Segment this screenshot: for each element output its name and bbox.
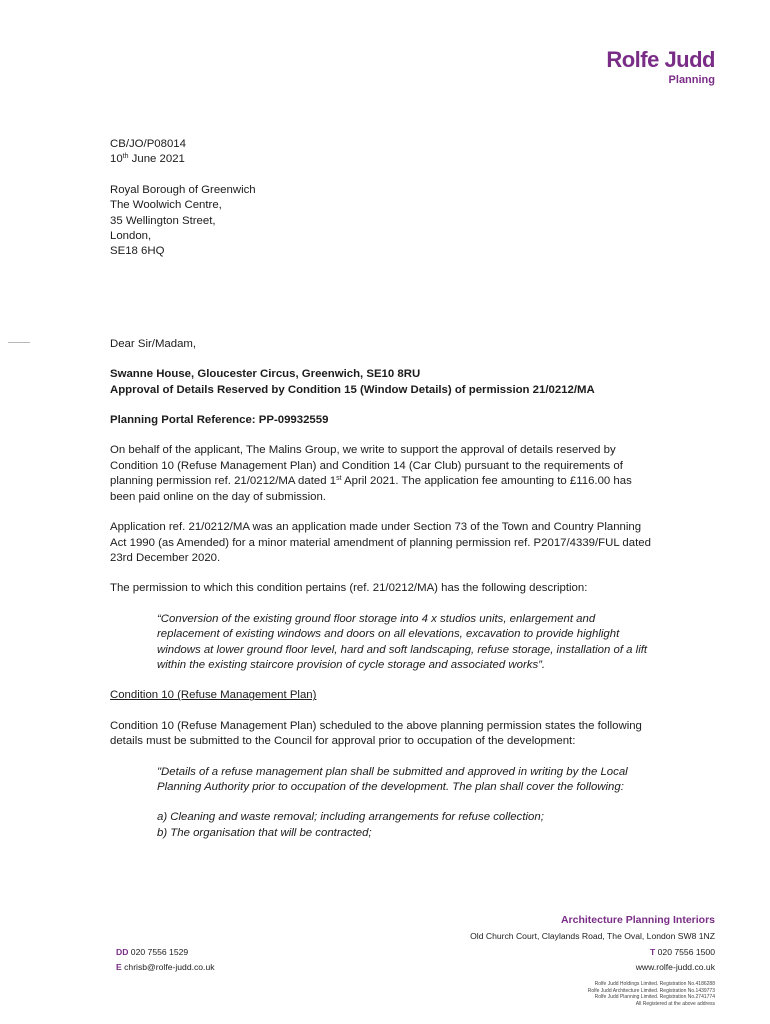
condition-item-b: b) The organisation that will be contracted;	[157, 826, 372, 839]
condition-10-heading: Condition 10 (Refuse Management Plan)	[110, 689, 317, 702]
email-contact: E chrisb@rolfe-judd.co.uk	[116, 962, 215, 972]
legal-notice	[588, 981, 715, 1007]
description-quote: “Conversion of the existing ground floor storage into 4 x studios units, enlargement and replacement of existing windows and doors on all elevations, excavation to provide highlight windows at lower ground floor level, hard and soft landscaping, refuse storage, installation of a lift within the existing staircore provision of cycle storage and associated works”.	[157, 612, 648, 671]
recipient-address	[110, 183, 658, 260]
legal-line: Rolfe Judd Architecture Limited. Registration No.1439773	[587, 987, 715, 994]
address-line: 35 Wellington Street,	[110, 214, 216, 227]
legal-line: All Registered at the above address	[635, 1000, 715, 1007]
legal-line: Rolfe Judd Planning Limited. Registration No.2741774	[594, 994, 715, 1000]
company-logo	[606, 48, 715, 87]
paragraph-4: Condition 10 (Refuse Management Plan) scheduled to the above planning permission states the following details must be submitted to the Council for approval prior to occupation of the development:	[110, 719, 642, 748]
paragraph-3: The permission to which this condition pertains (ref. 21/0212/MA) has the following description:	[110, 582, 588, 595]
address-line: London,	[110, 230, 152, 243]
portal-reference: Planning Portal Reference: PP-09932559	[110, 414, 329, 427]
letter-date: 10th June 2021	[110, 153, 185, 166]
address-line: Royal Borough of Greenwich	[110, 183, 256, 196]
letter-body	[110, 137, 658, 841]
footer-address: Old Church Court, Claylands Road, The Oval, London SW8 1NZ	[470, 931, 715, 941]
logo-name: Rolfe Judd	[606, 47, 715, 72]
telephone: T 020 7556 1500	[650, 947, 715, 957]
website: www.rolfe-judd.co.uk	[635, 962, 715, 972]
paragraph-1: On behalf of the applicant, The Malins Group, we write to support the approval of details reserved by Condition 10 (Refuse Management Plan) and Condition 14 (Car Club) pursuant to the requirements of planning permission ref. 21/0212/MA dated 1st April 2021. The application fee amounting to £116.00 has been paid online on the day of submission.	[110, 444, 632, 503]
condition-quote: "Details of a refuse management plan shall be submitted and approved in writing by the Local Planning Authority prior to occupation of the development. The plan shall cover the following:	[157, 765, 628, 793]
paragraph-2: Application ref. 21/0212/MA was an application made under Section 73 of the Town and Country Planning Act 1990 (as Amended) for a minor material amendment of planning permission ref. P2017/4339/FUL dated 23rd December 2020.	[110, 521, 651, 564]
direct-dial: DD 020 7556 1529	[116, 947, 189, 957]
address-line: The Woolwich Centre,	[110, 199, 222, 212]
subject-line-1: Swanne House, Gloucester Circus, Greenwich, SE10 8RU	[110, 368, 421, 381]
salutation: Dear Sir/Madam,	[110, 337, 197, 350]
condition-item-a: a) Cleaning and waste removal; including arrangements for refuse collection;	[157, 811, 544, 824]
subject-line-2: Approval of Details Reserved by Condition 15 (Window Details) of permission 21/0212/MA	[110, 383, 595, 396]
address-line: SE18 6HQ	[110, 245, 165, 258]
legal-line: Rolfe Judd Holdings Limited. Registration No.4186288	[594, 981, 715, 987]
logo-subtitle: Planning	[668, 74, 715, 86]
reference: CB/JO/P08014	[110, 138, 186, 150]
footer-title: Architecture Planning Interiors	[560, 914, 715, 926]
fold-mark	[8, 342, 30, 343]
